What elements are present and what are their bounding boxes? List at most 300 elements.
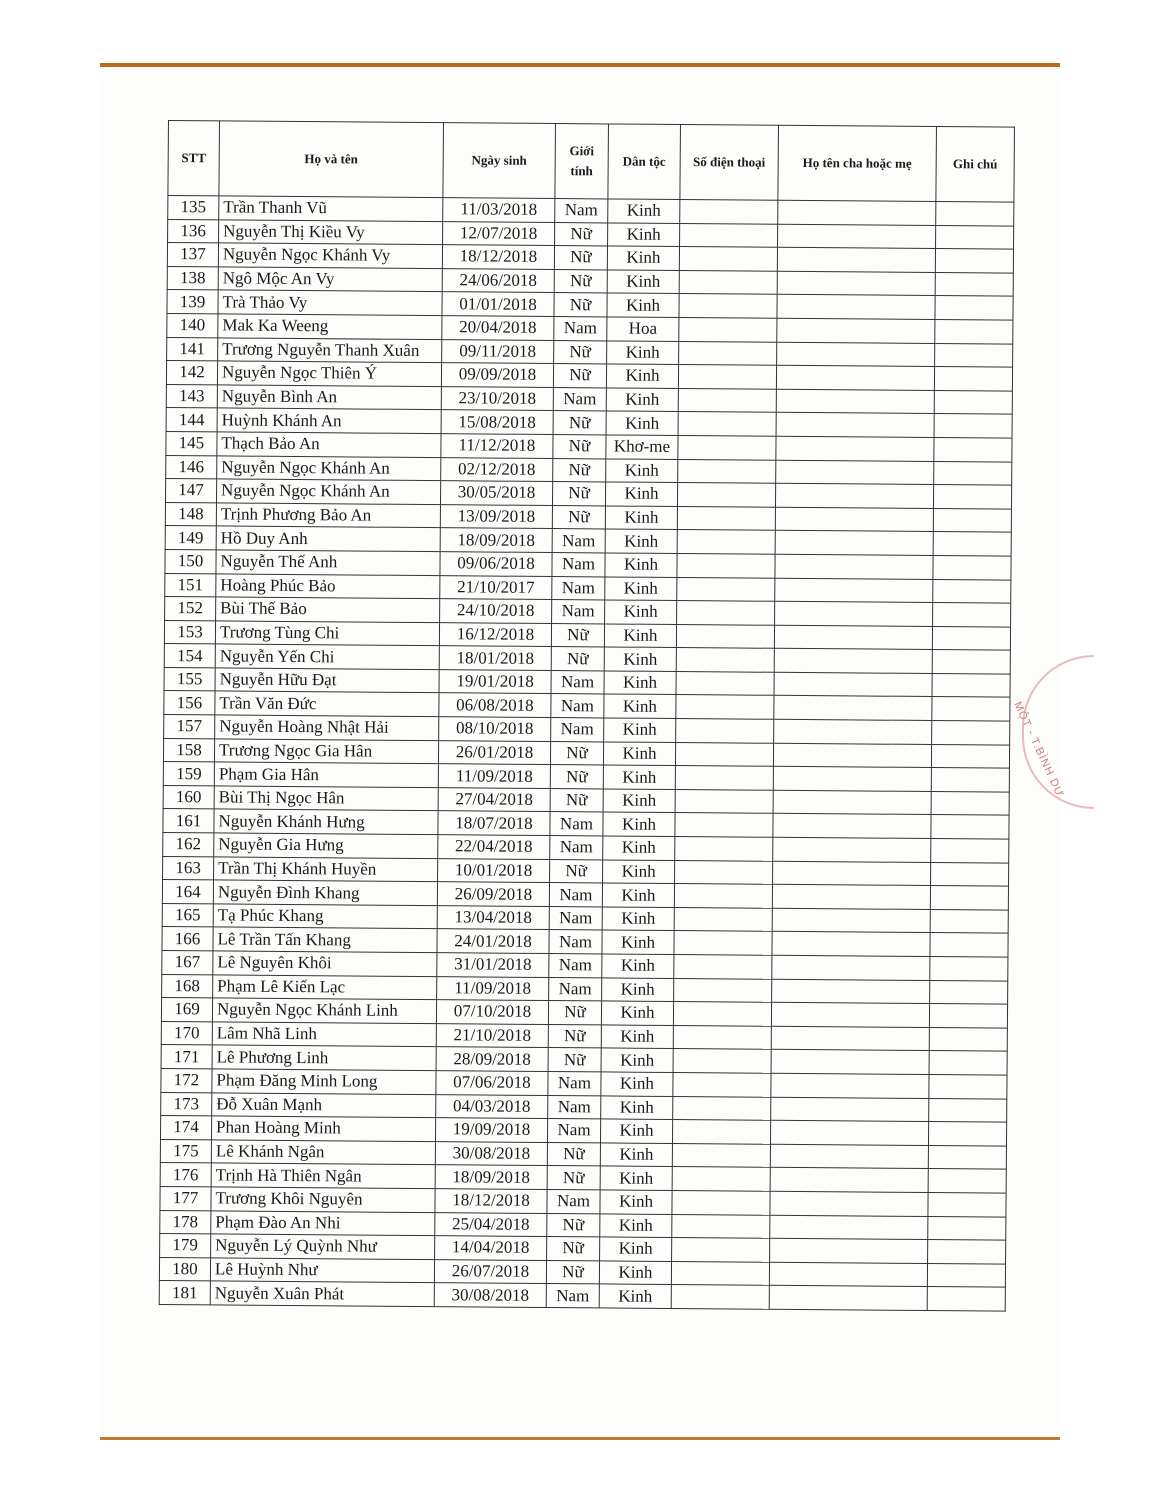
row-gender: Nữ [548,1024,601,1048]
row-note [935,272,1013,296]
row-gender: Nam [553,387,606,411]
row-gender: Nam [548,1071,601,1095]
row-phone [672,1238,770,1262]
row-note [935,343,1013,367]
row-gender: Nam [546,1284,599,1308]
row-gender: Nam [550,836,603,860]
row-name: Nguyễn Lý Quỳnh Như [211,1234,435,1259]
row-parent [772,979,930,1004]
row-name: Trương Ngọc Gia Hân [214,739,438,764]
row-note [936,202,1014,226]
row-ethnicity: Kinh [603,789,675,813]
row-ethnicity: Kinh [603,742,675,766]
row-stt: 151 [165,573,216,597]
row-phone [677,483,775,507]
row-ethnicity: Kinh [606,364,678,388]
row-parent [776,413,934,438]
row-dob: 27/04/2018 [438,787,550,811]
row-stt: 142 [166,361,217,385]
row-stt: 180 [159,1257,210,1281]
row-name: Nguyễn Đình Khang [213,880,437,905]
row-ethnicity: Kinh [603,812,675,836]
row-parent [775,531,933,556]
row-dob: 11/09/2018 [437,976,549,1000]
row-parent [773,743,931,768]
row-dob: 13/09/2018 [440,504,552,528]
row-stt: 159 [163,762,214,786]
row-parent [777,295,935,320]
row-phone [674,954,772,978]
header-gender-line1: Giới [569,143,595,159]
row-gender: Nữ [550,765,603,789]
row-stt: 147 [165,479,216,503]
row-gender: Nữ [548,1048,601,1072]
header-gender-line2: tính [570,163,593,179]
row-name: Trương Khôi Nguyên [211,1187,435,1212]
row-dob: 19/01/2018 [439,670,551,694]
row-name: Nguyễn Xuân Phát [210,1281,434,1306]
row-note [934,390,1012,414]
row-stt: 154 [164,644,215,668]
row-parent [776,436,934,461]
row-phone [675,789,773,813]
row-phone [679,247,777,271]
row-note [930,957,1008,981]
row-stt: 138 [167,266,218,290]
row-ethnicity: Kinh [600,1166,672,1190]
row-ethnicity: Kinh [600,1213,672,1237]
header-phone: Số điện thoại [680,125,779,201]
row-name: Phan Hoàng Minh [211,1116,435,1141]
row-ethnicity: Kinh [603,860,675,884]
row-name: Nguyễn Bình An [217,385,441,410]
row-dob: 19/09/2018 [435,1118,547,1142]
row-phone [673,1025,771,1049]
row-phone [673,1049,771,1073]
row-name: Lê Khánh Ngân [211,1140,435,1165]
row-stt: 155 [164,667,215,691]
row-parent [769,1262,927,1287]
roster-body [159,196,1014,1312]
row-ethnicity: Kinh [607,270,679,294]
row-note [930,933,1008,957]
row-phone [678,435,776,459]
row-name: Trương Nguyễn Thanh Xuân [218,337,442,362]
row-stt: 158 [163,738,214,762]
header-gender [555,124,609,199]
row-dob: 24/06/2018 [442,268,554,292]
row-phone [671,1261,769,1285]
row-note [933,603,1011,627]
row-dob: 28/09/2018 [436,1047,548,1071]
row-ethnicity: Kinh [606,458,678,482]
row-gender: Nữ [554,293,607,317]
row-phone [678,412,776,436]
row-note [927,1287,1005,1311]
row-phone [679,294,777,318]
row-stt: 163 [163,856,214,880]
row-gender: Nữ [551,623,604,647]
row-stt: 161 [163,809,214,833]
row-stt: 171 [161,1045,212,1069]
row-ethnicity: Kinh [600,1143,672,1167]
row-dob: 04/03/2018 [436,1094,548,1118]
row-gender: Nữ [550,741,603,765]
row-stt: 162 [163,833,214,857]
row-phone [679,341,777,365]
row-parent [777,342,935,367]
header-ethnicity: Dân tộc [608,124,681,200]
student-roster-table [159,120,1015,1312]
row-dob: 16/12/2018 [439,622,551,646]
row-name: Huỳnh Khánh An [217,408,441,433]
row-ethnicity: Kinh [600,1190,672,1214]
row-gender: Nam [552,552,605,576]
row-phone [676,648,774,672]
row-note [934,461,1012,485]
row-gender: Nam [551,694,604,718]
row-dob: 14/04/2018 [435,1236,547,1260]
row-name: Nguyễn Gia Hưng [214,833,438,858]
row-name: Phạm Gia Hân [214,762,438,787]
row-stt: 166 [162,927,213,951]
row-note [931,862,1009,886]
row-note [934,437,1012,461]
row-note [929,1004,1007,1028]
row-gender: Nam [549,977,602,1001]
row-ethnicity: Kinh [604,624,676,648]
row-note [929,1074,1007,1098]
row-dob: 18/07/2018 [438,811,550,835]
row-phone [672,1167,770,1191]
row-gender: Nữ [547,1142,600,1166]
row-stt: 148 [165,502,216,526]
row-ethnicity: Kinh [605,482,677,506]
row-parent [775,601,933,626]
row-gender: Nữ [552,505,605,529]
row-parent [774,625,932,650]
row-gender: Nam [549,883,602,907]
row-parent [773,814,931,839]
row-phone [678,388,776,412]
row-ethnicity: Kinh [607,341,679,365]
row-gender: Nữ [553,364,606,388]
row-dob: 30/08/2018 [435,1141,547,1165]
row-phone [673,1072,771,1096]
row-parent [772,884,930,909]
row-name: Thạch Bảo An [217,432,441,457]
row-gender: Nam [547,1119,600,1143]
row-name: Bùi Thế Bảo [216,597,440,622]
row-note [931,768,1009,792]
row-phone [680,200,778,224]
header-parent: Họ tên cha hoặc mẹ [778,125,937,201]
row-stt: 181 [159,1281,210,1305]
row-parent [777,318,935,343]
row-name: Nguyễn Ngọc Thiên Ý [217,361,441,386]
row-phone [674,978,772,1002]
row-ethnicity: Kinh [607,293,679,317]
row-parent [769,1286,927,1311]
row-parent [773,767,931,792]
row-ethnicity: Kinh [601,1072,673,1096]
row-stt: 137 [167,243,218,267]
row-dob: 02/12/2018 [441,457,553,481]
row-stt: 172 [161,1068,212,1092]
header-stt: STT [168,121,220,196]
row-stt: 152 [165,597,216,621]
row-name: Lê Trần Tấn Khang [213,927,437,952]
row-parent [770,1144,928,1169]
row-phone [672,1190,770,1214]
row-note [929,1027,1007,1051]
row-name: Nguyễn Thị Kiều Vy [219,219,443,244]
row-phone [675,860,773,884]
row-stt: 139 [167,290,218,314]
row-parent [772,932,930,957]
row-note [932,673,1010,697]
row-parent [774,696,932,721]
row-gender: Nữ [555,222,608,246]
row-phone [674,907,772,931]
row-ethnicity: Kinh [600,1237,672,1261]
row-phone [674,931,772,955]
row-note [933,579,1011,603]
row-dob: 26/09/2018 [437,882,549,906]
row-dob: 18/12/2018 [442,245,554,269]
row-phone [672,1214,770,1238]
row-phone [672,1120,770,1144]
row-parent [770,1191,928,1216]
row-gender: Nam [549,906,602,930]
row-note [932,650,1010,674]
row-parent [771,1026,929,1051]
row-phone [676,695,774,719]
row-phone [675,837,773,861]
row-name: Trần Thị Khánh Huyền [214,857,438,882]
row-parent [771,1002,929,1027]
row-name: Trà Thảo Vy [218,290,442,315]
row-parent [774,649,932,674]
row-dob: 11/03/2018 [443,198,555,222]
row-name: Hồ Duy Anh [216,526,440,551]
row-name: Phạm Lê Kiến Lạc [213,974,437,999]
row-ethnicity: Kinh [606,388,678,412]
row-parent [770,1238,928,1263]
row-parent [778,224,936,249]
row-stt: 136 [168,219,219,243]
row-gender: Nam [548,1095,601,1119]
row-ethnicity: Kinh [605,553,677,577]
row-stt: 150 [165,549,216,573]
row-note [931,744,1009,768]
row-name: Nguyễn Ngọc Khánh Linh [212,998,436,1023]
row-dob: 13/04/2018 [437,905,549,929]
row-stt: 144 [166,408,217,432]
row-ethnicity: Kinh [602,883,674,907]
row-gender: Nữ [550,859,603,883]
row-name: Nguyễn Khánh Hưng [214,809,438,834]
row-stt: 169 [161,998,212,1022]
row-name: Nguyễn Hữu Đạt [215,668,439,693]
row-parent [773,861,931,886]
row-ethnicity: Khơ-me [606,435,678,459]
row-dob: 12/07/2018 [443,221,555,245]
row-name: Nguyễn Yến Chi [215,644,439,669]
row-dob: 09/11/2018 [442,339,554,363]
row-ethnicity: Kinh [601,1001,673,1025]
row-stt: 174 [160,1116,211,1140]
row-phone [677,530,775,554]
row-parent [771,1097,929,1122]
row-note [928,1240,1006,1264]
row-stt: 149 [165,526,216,550]
row-ethnicity: Kinh [605,506,677,530]
row-ethnicity: Kinh [604,694,676,718]
row-phone [672,1143,770,1167]
row-dob: 18/01/2018 [439,646,551,670]
row-note [934,414,1012,438]
header-row [168,121,1015,203]
row-note [929,1051,1007,1075]
row-ethnicity: Kinh [602,930,674,954]
row-dob: 08/10/2018 [439,717,551,741]
row-note [933,508,1011,532]
row-stt: 141 [167,337,218,361]
header-note: Ghi chú [936,127,1015,203]
row-note [928,1216,1006,1240]
row-ethnicity: Kinh [602,907,674,931]
row-stt: 157 [164,715,215,739]
row-parent [770,1168,928,1193]
row-gender: Nam [552,576,605,600]
row-dob: 21/10/2018 [436,1023,548,1047]
row-dob: 07/06/2018 [436,1071,548,1095]
row-phone [676,719,774,743]
row-dob: 10/01/2018 [438,858,550,882]
row-gender: Nam [555,199,608,223]
row-name: Trần Thanh Vũ [219,196,443,221]
row-ethnicity: Kinh [599,1284,671,1308]
row-ethnicity: Hoa [607,317,679,341]
row-dob: 18/09/2018 [440,528,552,552]
row-phone [675,742,773,766]
row-dob: 11/09/2018 [438,764,550,788]
row-gender: Nam [551,718,604,742]
row-gender: Nữ [547,1213,600,1237]
row-ethnicity: Kinh [605,576,677,600]
row-gender: Nữ [550,788,603,812]
row-note [933,555,1011,579]
row-parent [773,790,931,815]
row-parent [775,578,933,603]
row-parent [770,1215,928,1240]
row-phone [678,365,776,389]
row-phone [673,1096,771,1120]
row-stt: 143 [166,384,217,408]
row-name: Lâm Nhã Linh [212,1022,436,1047]
header-dob: Ngày sinh [443,123,556,199]
row-phone [678,459,776,483]
row-name: Trương Tùng Chi [215,621,439,646]
seal-stamp-text: MỘT - T.BÌNH DƯ [1011,700,1066,800]
row-dob: 21/10/2017 [440,575,552,599]
row-parent [772,955,930,980]
row-name: Nguyễn Ngọc Khánh An [216,479,440,504]
row-dob: 07/10/2018 [436,1000,548,1024]
row-note [933,485,1011,509]
row-stt: 173 [161,1092,212,1116]
row-note [932,626,1010,650]
row-parent [771,1073,929,1098]
row-ethnicity: Kinh [601,1095,673,1119]
row-dob: 26/01/2018 [438,740,550,764]
row-dob: 18/09/2018 [435,1165,547,1189]
row-gender: Nam [552,529,605,553]
row-note [931,791,1009,815]
row-note [930,980,1008,1004]
row-parent [773,837,931,862]
row-ethnicity: Kinh [607,246,679,270]
row-ethnicity: Kinh [605,529,677,553]
row-phone [674,884,772,908]
row-phone [671,1285,769,1309]
row-ethnicity: Kinh [604,671,676,695]
row-parent [775,507,933,532]
row-phone [677,601,775,625]
row-ethnicity: Kinh [602,978,674,1002]
row-parent [777,247,935,272]
row-gender: Nam [552,600,605,624]
row-gender: Nữ [553,434,606,458]
row-name: Tạ Phúc Khang [213,904,437,929]
header-name: Họ và tên [219,121,444,198]
row-note [935,319,1013,343]
row-note [927,1263,1005,1287]
row-note [928,1192,1006,1216]
row-gender: Nam [551,670,604,694]
row-ethnicity: Kinh [604,718,676,742]
row-stt: 168 [162,974,213,998]
row-note [936,225,1014,249]
row-name: Bùi Thị Ngọc Hân [214,786,438,811]
row-dob: 23/10/2018 [441,386,553,410]
row-stt: 145 [166,431,217,455]
row-note [931,815,1009,839]
row-ethnicity: Kinh [601,1048,673,1072]
row-name: Nguyễn Ngọc Khánh An [217,455,441,480]
row-dob: 11/12/2018 [441,434,553,458]
row-stt: 156 [164,691,215,715]
row-ethnicity: Kinh [608,199,680,223]
row-gender: Nữ [552,482,605,506]
row-phone [676,671,774,695]
row-note [932,697,1010,721]
row-stt: 167 [162,950,213,974]
row-parent [772,908,930,933]
row-phone [676,624,774,648]
row-stt: 175 [160,1139,211,1163]
row-stt: 153 [164,620,215,644]
row-gender: Nữ [553,458,606,482]
row-phone [675,813,773,837]
row-ethnicity: Kinh [606,411,678,435]
row-phone [680,223,778,247]
row-parent [776,389,934,414]
row-dob: 22/04/2018 [438,835,550,859]
row-gender: Nữ [554,269,607,293]
row-note [934,367,1012,391]
